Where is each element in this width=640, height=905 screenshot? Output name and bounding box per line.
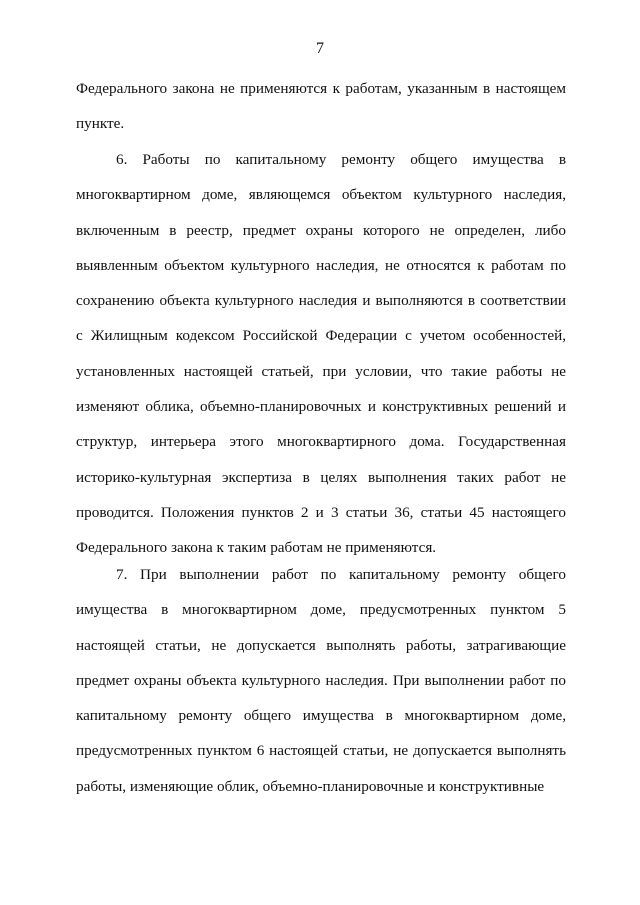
paragraph-continuation: Федерального закона не применяются к работам, указанным в настоящем пункте. (76, 80, 566, 133)
paragraph-item-6: 6. Работы по капитальному ремонту общего имущества в многоквартирном доме, являющемся объектом культурного наследия, включенным в реестр, предмет охраны которого не определен, либо выявленным объектом культурного наследия, не относятся к работам по сохранению объекта культурного наследия и выполняются в соответствии с Жилищным кодексом Российской Федерации с учетом особенностей, установленных настоящей статьей, при условии, что такие работы не изменяют облика, объемно-планировочных и конструктивных решений и структур, интерьера этого многоквартирного дома. Государственная историко-культурная экспертиза в целях выполнения таких работ не проводится. Положения пунктов 2 и 3 статьи 36, статьи 45 настоящего Федерального закона к таким работам не применяются. (76, 151, 566, 557)
paragraph-item-7: 7. При выполнении работ по капитальному ремонту общего имущества в многоквартирном доме, предусмотренных пунктом 5 настоящей статьи, не допускается выполнять работы, затрагивающие предмет охраны объекта культурного наследия. При выполнении работ по капитальному ремонту общего имущества в многоквартирном доме, предусмотренных пунктом 6 настоящей статьи, не допускается выполнять работы, изменяющие облик, объемно-планировочные и конструктивные (76, 566, 566, 795)
page-number: 7 (316, 40, 324, 57)
